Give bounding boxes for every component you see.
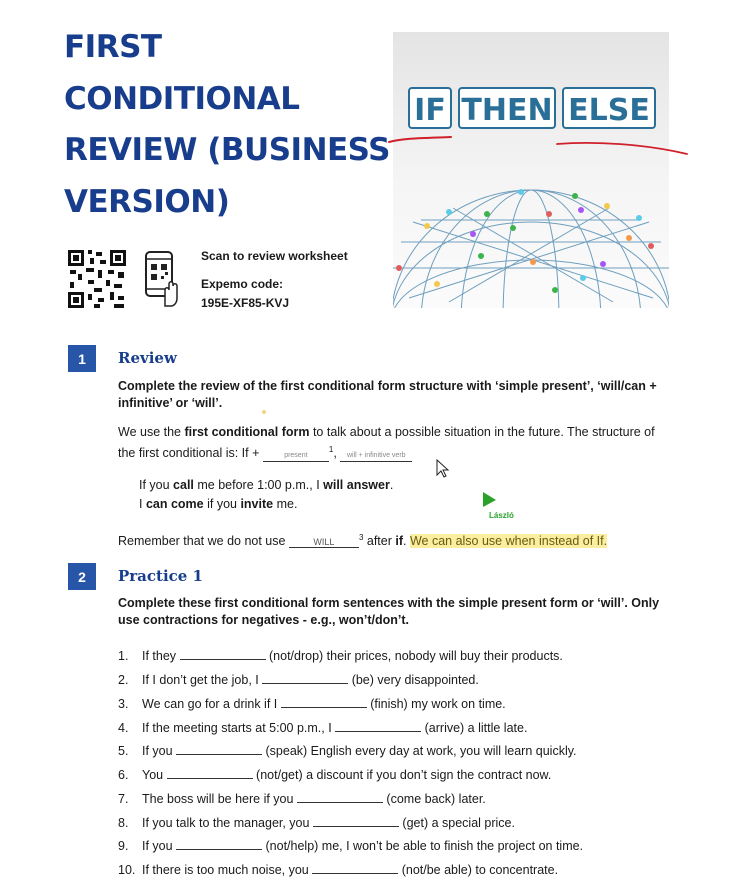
hero-word: ELSE [568, 93, 650, 128]
para-text: to talk about a possible situation in the future. The structure of the first conditional is: If + [118, 425, 655, 461]
answer-blank[interactable] [176, 839, 262, 850]
list-item [118, 838, 583, 854]
item-text: If the meeting starts at 5:00 p.m., I [142, 721, 336, 735]
ex-text: if you [203, 497, 241, 511]
para-text: Remember that we do not use [118, 534, 289, 549]
answer-blank[interactable] [167, 768, 253, 779]
item-text: If you [142, 839, 177, 853]
item-text: The boss will be here if you [142, 792, 297, 806]
example-sentence-2 [139, 495, 297, 513]
answer-blank-3[interactable]: WILL [289, 537, 359, 548]
highlighted-text[interactable]: We can also use when instead of If. [409, 534, 608, 549]
item-number: 7. [118, 792, 129, 806]
list-item [118, 743, 577, 759]
item-number: 2. [118, 673, 129, 687]
blank-number: 1 [328, 445, 334, 454]
list-item [118, 791, 486, 807]
list-item [118, 862, 558, 878]
list-item [118, 648, 563, 664]
item-text: (not/drop) their prices, nobody will buy their products. [265, 649, 563, 663]
phone-scan-icon [143, 250, 183, 308]
section-title-review: Review [118, 349, 177, 367]
scan-instruction: Scan to review worksheet [201, 249, 348, 263]
section-number-badge: 2 [68, 563, 96, 590]
section-title-practice: Practice 1 [118, 567, 203, 585]
stray-dot [262, 410, 266, 414]
red-annotation-stroke [385, 128, 691, 160]
item-text: If there is too much noise, you [142, 863, 313, 877]
item-text: (arrive) a little late. [421, 721, 528, 735]
answer-blank[interactable] [281, 697, 367, 708]
item-text: We can go for a drink if I [142, 697, 281, 711]
collaborator-cursor-icon [482, 491, 498, 509]
section-number-badge: 1 [68, 345, 96, 372]
item-number: 4. [118, 721, 129, 735]
item-text: If you [142, 744, 177, 758]
hero-word: IF [414, 93, 446, 128]
mouse-pointer-icon [436, 459, 450, 479]
item-number: 3. [118, 697, 129, 711]
qr-code-icon[interactable] [68, 250, 126, 308]
item-text: You [142, 768, 167, 782]
title-line: CONDITIONAL [64, 80, 300, 117]
title-line: FIRST [64, 29, 162, 65]
ex-text: me. [273, 497, 298, 511]
remember-paragraph [118, 529, 670, 550]
answer-blank[interactable] [313, 816, 399, 827]
para-text: We use the [118, 425, 185, 439]
item-text: (come back) later. [382, 792, 486, 806]
answer-blank[interactable] [180, 649, 266, 660]
ex-text: . [389, 478, 394, 492]
item-text: If I don’t get the job, I [142, 673, 263, 687]
ex-text: me before 1:00 p.m., I [193, 478, 324, 492]
collaborator-name: László [489, 511, 514, 520]
para-text: , [333, 446, 341, 461]
list-item [118, 696, 506, 712]
ex-text: If you [139, 478, 174, 492]
item-number: 6. [118, 768, 129, 782]
ex-bold: can come [145, 497, 204, 511]
item-text: (get) a special price. [398, 816, 515, 830]
answer-blank[interactable] [312, 863, 398, 874]
ex-bold: will answer [323, 478, 390, 492]
para-text: after [363, 534, 396, 549]
para-bold: first conditional form [184, 425, 310, 439]
item-number: 5. [118, 744, 129, 758]
item-text: If you talk to the manager, you [142, 816, 313, 830]
list-item [118, 815, 515, 831]
item-text: (not/be able) to concentrate. [398, 863, 559, 877]
list-item [118, 767, 551, 783]
answer-blank[interactable] [335, 721, 421, 732]
section1-instruction: Complete the review of the first conditional form structure with ‘simple present’, ‘will/can + infinitive’ or ‘will’. [118, 379, 657, 410]
answer-blank[interactable] [262, 673, 348, 684]
hero-word: THEN [461, 93, 553, 128]
item-text: (be) very disappointed. [348, 673, 479, 687]
expemo-code-value: 195E-XF85-KVJ [201, 296, 290, 310]
answer-blank[interactable] [176, 744, 262, 755]
ex-bold: call [173, 478, 194, 492]
globe-network-illustration [393, 32, 669, 308]
answer-blank[interactable] [297, 792, 383, 803]
expemo-code-label: Expemo code: [201, 277, 284, 291]
title-line: VERSION) [64, 183, 230, 220]
item-text: (speak) English every day at work, you will learn quickly. [262, 744, 577, 758]
item-number: 10. [118, 863, 136, 877]
page-title [64, 22, 394, 228]
para-bold: if [395, 534, 403, 549]
item-text: (not/get) a discount if you don’t sign the contract now. [252, 768, 552, 782]
item-text: (not/help) me, I won’t be able to finish the project on time. [262, 839, 584, 853]
review-paragraph [118, 423, 670, 462]
ex-text: I [139, 497, 146, 511]
item-number: 9. [118, 839, 129, 853]
item-number: 8. [118, 816, 129, 830]
answer-blank-2[interactable]: will + infinitive verb [340, 451, 412, 462]
item-number: 1. [118, 649, 129, 663]
item-text: If they [142, 649, 180, 663]
blank-number: 3 [358, 533, 364, 542]
hero-image [393, 32, 669, 308]
title-line: REVIEW (BUSINESS [64, 132, 390, 168]
ex-bold: invite [240, 497, 274, 511]
item-text: (finish) my work on time. [366, 697, 506, 711]
list-item [118, 720, 527, 736]
list-item [118, 672, 479, 688]
answer-blank-1[interactable]: present [263, 451, 329, 462]
example-sentence-1 [139, 476, 393, 494]
para-text: . [403, 534, 410, 549]
section2-instruction: Complete these first conditional form sentences with the simple present form or ‘will’. Only use contractions for negatives - e.g., won’t/don’t. [118, 596, 660, 627]
